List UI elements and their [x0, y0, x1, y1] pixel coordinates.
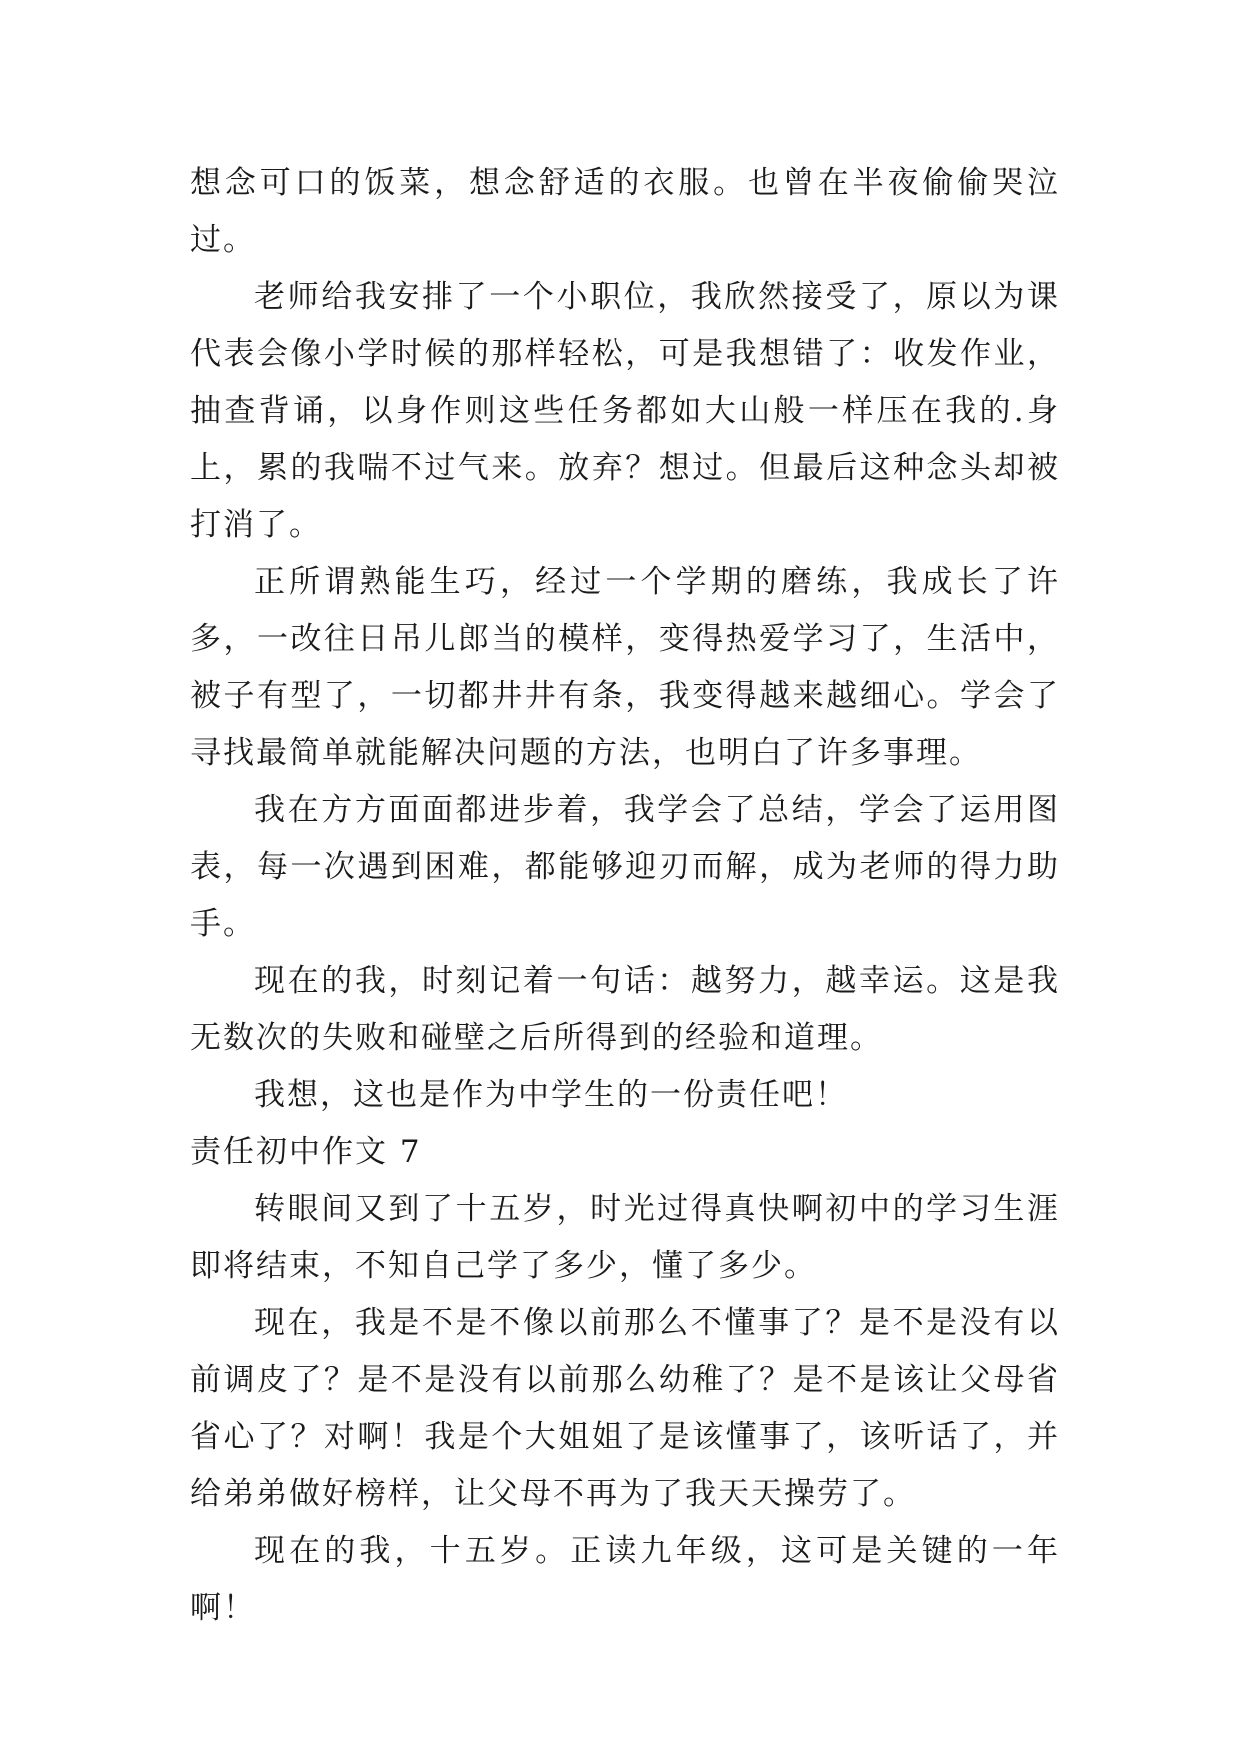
paragraph: 我在方方面面都进步着，我学会了总结，学会了运用图表，每一次遇到困难，都能够迎刃而解，成为老师的得力助手。: [190, 792, 1060, 942]
paragraph: 现在，我是不是不像以前那么不懂事了？是不是没有以前调皮了？是不是没有以前那么幼稚了？是不是该让父母省省心了？对啊！我是个大姐姐了是该懂事了，该听话了，并给弟弟做好榜样，让父母不再为了我天天操劳了。: [190, 1305, 1060, 1512]
paragraph: 老师给我安排了一个小职位，我欣然接受了，原以为课代表会像小学时候的那样轻松，可是我想错了：收发作业，抽查背诵，以身作则这些任务都如大山般一样压在我的.身上，累的我喘不过气来。放弃？想过。但最后这种念头却被打消了。: [190, 279, 1060, 543]
paragraph: 转眼间又到了十五岁，时光过得真快啊初中的学习生涯即将结束，不知自己学了多少，懂了多少。: [190, 1191, 1060, 1284]
document-body: [190, 155, 1060, 1637]
section-heading: 责任初中作文 7: [190, 1134, 422, 1170]
paragraph: 现在的我，十五岁。正读九年级，这可是关键的一年啊！: [190, 1533, 1060, 1626]
paragraph: 想念可口的饭菜，想念舒适的衣服。也曾在半夜偷偷哭泣过。: [190, 165, 1060, 258]
paragraph: 现在的我，时刻记着一句话：越努力，越幸运。这是我无数次的失败和碰壁之后所得到的经验和道理。: [190, 963, 1060, 1056]
paragraph: 正所谓熟能生巧，经过一个学期的磨练，我成长了许多，一改往日吊儿郎当的模样，变得热爱学习了，生活中，被子有型了，一切都井井有条，我变得越来越细心。学会了寻找最简单就能解决问题的方法，也明白了许多事理。: [190, 564, 1060, 771]
paragraph: 我想，这也是作为中学生的一份责任吧！: [254, 1077, 848, 1113]
